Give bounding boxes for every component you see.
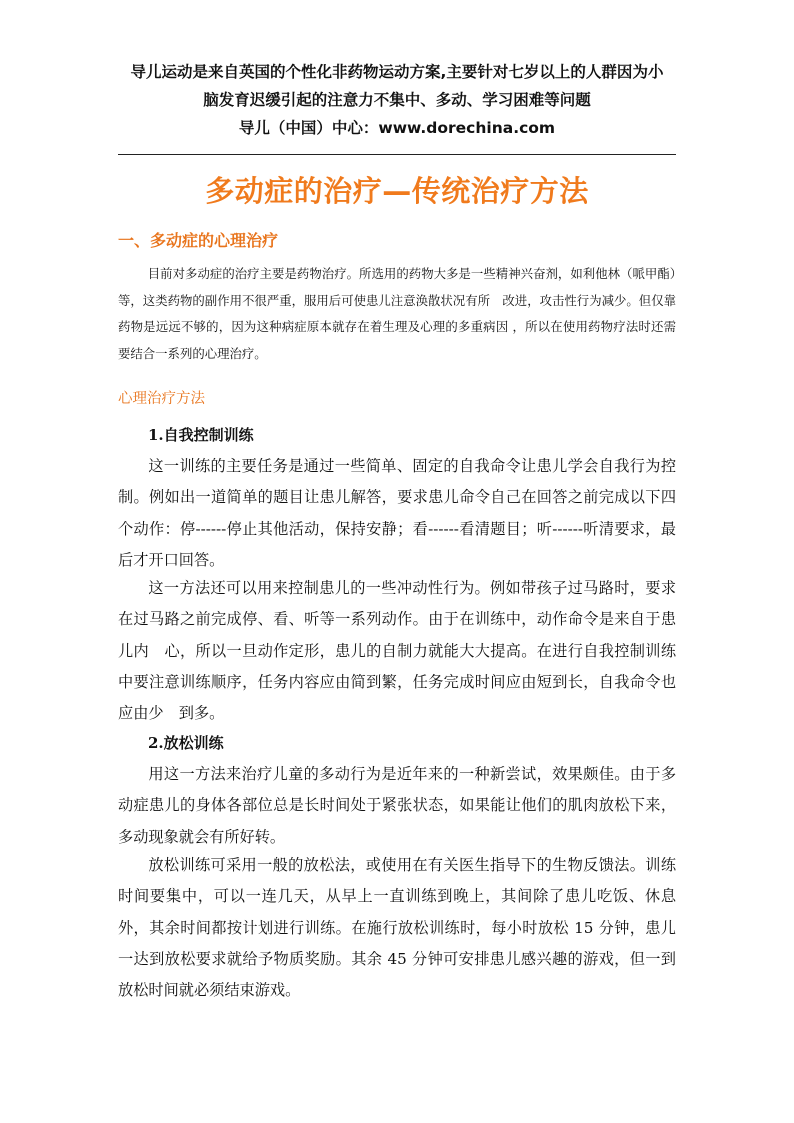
item-heading-relaxation: 2.放松训练 — [148, 734, 224, 752]
header-line-1: 导儿运动是来自英国的个性化非药物运动方案,主要针对七岁以上的人群因为小 — [130, 63, 664, 81]
page-header — [100, 58, 694, 142]
paragraph-relaxation-2: 放松训练可采用一般的放松法，或使用在有关医生指导下的生物反馈法。训练时间要集中，可以一连几天，从早上一直训练到晚上，其间除了患儿吃饭、休息外，其余时间都按计划进行训练。在施行放松训练时，每小时放松 15 分钟，患儿一达到放松要求就给予物质奖励。其余 45 分钟可安排患儿感兴趣的游戏，但一到放松时间就必须结束游戏。 — [118, 856, 676, 1000]
document-title: 多动症的治疗—传统治疗方法 — [205, 174, 589, 208]
paragraph-relaxation-1: 用这一方法来治疗儿童的多动行为是近年来的一种新尝试，效果颇佳。由于多动症患儿的身体各部位总是长时间处于紧张状态，如果能让他们的肌肉放松下来，多动现象就会有所好转。 — [118, 765, 676, 846]
header-divider — [118, 154, 676, 155]
subsection-heading: 心理治疗方法 — [118, 391, 205, 407]
paragraph-self-control-2: 这一方法还可以用来控制患儿的一些冲动性行为。例如带孩子过马路时，要求在过马路之前完成停、看、听等一系列动作。由于在训练中，动作命令是来自于患儿内 心，所以一旦动作定形，患儿的自制力就能大大提高。在进行自我控制训练中要注意训练顺序，任务内容应由简到繁，任务完成时间应由短到长，自我命令也应由少 到多。 — [118, 579, 676, 723]
item-heading-self-control: 1.自我控制训练 — [148, 426, 254, 444]
section-heading: 一、多动症的心理治疗 — [118, 231, 279, 250]
header-line-3: 导儿（中国）中心：www.dorechina.com — [238, 119, 556, 137]
header-line-2: 脑发育迟缓引起的注意力不集中、多动、学习困难等问题 — [203, 91, 591, 109]
paragraph-self-control-1: 这一训练的主要任务是通过一些简单、固定的自我命令让患儿学会自我行为控制。例如出一道简单的题目让患儿解答，要求患儿命令自己在回答之前完成以下四个动作：停------停止其他活动，保持安静；看------看清题目；听------听清要求，最后才开口回答。 — [118, 457, 676, 569]
intro-paragraph: 目前对多动症的治疗主要是药物治疗。所选用的药物大多是一些精神兴奋剂，如利他林（哌甲酯）等，这类药物的副作用不很严重，服用后可使患儿注意涣散状况有所 改进，攻击性行为减少。但仅靠药物是远远不够的，因为这种病症原本就存在着生理及心理的多重病因 ，所以在使用药物疗法时还需要结合一系列的心理治疗。 — [118, 266, 676, 361]
